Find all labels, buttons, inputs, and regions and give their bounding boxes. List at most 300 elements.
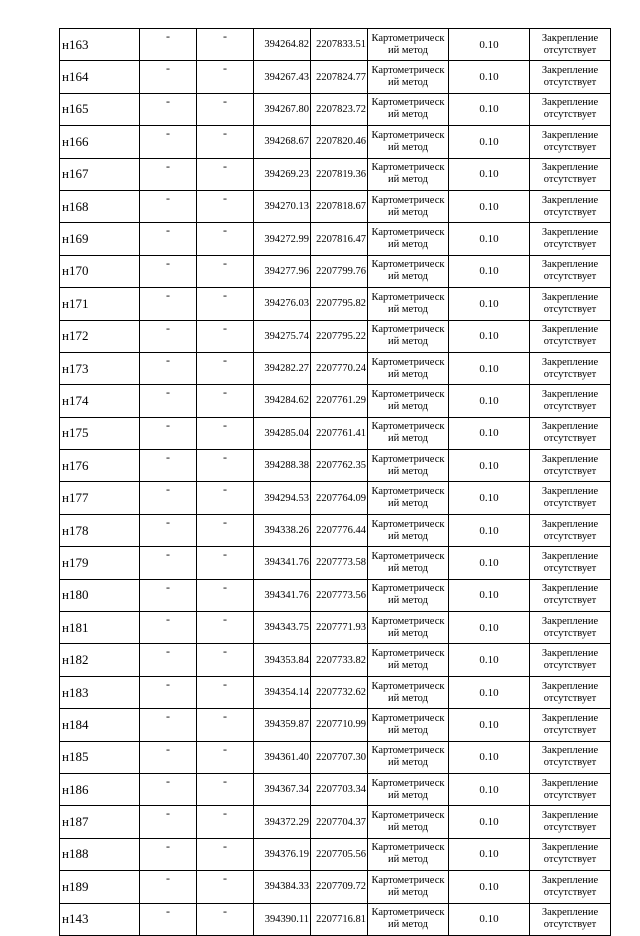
- dash-cell: -: [197, 417, 254, 449]
- y-coordinate-cell: 2207704.37: [311, 806, 368, 838]
- dash-cell: -: [197, 288, 254, 320]
- table-row: [60, 61, 611, 93]
- method-line-2: ий метод: [388, 44, 428, 56]
- table-row: [60, 385, 611, 417]
- method-line-2: ий метод: [388, 303, 428, 315]
- table-row: [60, 158, 611, 190]
- dash-cell: -: [197, 806, 254, 838]
- x-coordinate-cell: 394277.96: [254, 255, 311, 287]
- fixation-cell: [530, 190, 611, 222]
- table-row: [60, 676, 611, 708]
- fixation-line-2: отсутствует: [543, 239, 597, 251]
- table-row: [60, 320, 611, 352]
- method-cell: [368, 190, 449, 222]
- point-name-cell: н187: [60, 806, 140, 838]
- dash-cell: -: [140, 450, 197, 482]
- x-coordinate-cell: 394272.99: [254, 223, 311, 255]
- dash-cell: -: [197, 126, 254, 158]
- x-coordinate-cell: 394294.53: [254, 482, 311, 514]
- x-coordinate-cell: 394353.84: [254, 644, 311, 676]
- fixation-cell: [530, 806, 611, 838]
- dash-cell: -: [197, 871, 254, 903]
- table-row: [60, 806, 611, 838]
- dash-cell: -: [140, 320, 197, 352]
- dash-cell: -: [197, 320, 254, 352]
- fixation-line-1: Закрепление: [541, 388, 599, 400]
- method-cell: [368, 385, 449, 417]
- method-line-2: ий метод: [388, 433, 428, 445]
- fixation-line-1: Закрепление: [541, 194, 599, 206]
- dash-cell: -: [197, 903, 254, 935]
- dash-cell: -: [140, 482, 197, 514]
- method-line-1: Картометрическ: [371, 32, 445, 44]
- point-name-cell: н166: [60, 126, 140, 158]
- accuracy-cell: 0.10: [449, 741, 530, 773]
- method-line-2: ий метод: [388, 789, 428, 801]
- method-cell: [368, 29, 449, 61]
- accuracy-cell: 0.10: [449, 93, 530, 125]
- point-name-cell: н172: [60, 320, 140, 352]
- fixation-cell: [530, 709, 611, 741]
- accuracy-cell: 0.10: [449, 612, 530, 644]
- accuracy-cell: 0.10: [449, 352, 530, 384]
- point-name-cell: н185: [60, 741, 140, 773]
- method-line-1: Картометрическ: [371, 291, 445, 303]
- accuracy-cell: 0.10: [449, 547, 530, 579]
- method-line-2: ий метод: [388, 562, 428, 574]
- dash-cell: -: [140, 612, 197, 644]
- fixation-cell: [530, 612, 611, 644]
- dash-cell: -: [140, 514, 197, 546]
- table-row: [60, 871, 611, 903]
- point-name-cell: н169: [60, 223, 140, 255]
- dash-cell: -: [140, 223, 197, 255]
- fixation-line-2: отсутствует: [543, 109, 597, 121]
- method-line-1: Картометрическ: [371, 907, 445, 919]
- dash-cell: -: [197, 709, 254, 741]
- y-coordinate-cell: 2207833.51: [311, 29, 368, 61]
- accuracy-cell: 0.10: [449, 838, 530, 870]
- dash-cell: -: [140, 255, 197, 287]
- dash-cell: -: [140, 190, 197, 222]
- fixation-line-1: Закрепление: [541, 907, 599, 919]
- dash-cell: -: [140, 93, 197, 125]
- y-coordinate-cell: 2207799.76: [311, 255, 368, 287]
- method-cell: [368, 320, 449, 352]
- x-coordinate-cell: 394361.40: [254, 741, 311, 773]
- method-cell: [368, 547, 449, 579]
- point-name-cell: н183: [60, 676, 140, 708]
- fixation-line-1: Закрепление: [541, 32, 599, 44]
- dash-cell: -: [140, 709, 197, 741]
- fixation-line-2: отсутствует: [543, 724, 597, 736]
- accuracy-cell: 0.10: [449, 871, 530, 903]
- table-row: [60, 417, 611, 449]
- method-line-1: Картометрическ: [371, 777, 445, 789]
- x-coordinate-cell: 394354.14: [254, 676, 311, 708]
- fixation-line-2: отсутствует: [543, 206, 597, 218]
- fixation-cell: [530, 126, 611, 158]
- method-line-1: Картометрическ: [371, 615, 445, 627]
- table-row: [60, 612, 611, 644]
- method-line-2: ий метод: [388, 206, 428, 218]
- method-line-1: Картометрическ: [371, 324, 445, 336]
- table-row: [60, 255, 611, 287]
- method-cell: [368, 61, 449, 93]
- method-line-1: Картометрическ: [371, 583, 445, 595]
- point-name-cell: н184: [60, 709, 140, 741]
- x-coordinate-cell: 394275.74: [254, 320, 311, 352]
- point-name-cell: н179: [60, 547, 140, 579]
- point-name-cell: н163: [60, 29, 140, 61]
- accuracy-cell: 0.10: [449, 450, 530, 482]
- fixation-cell: [530, 903, 611, 935]
- accuracy-cell: 0.10: [449, 644, 530, 676]
- x-coordinate-cell: 394284.62: [254, 385, 311, 417]
- method-line-2: ий метод: [388, 77, 428, 89]
- dash-cell: -: [140, 158, 197, 190]
- method-line-1: Картометрическ: [371, 486, 445, 498]
- y-coordinate-cell: 2207819.36: [311, 158, 368, 190]
- fixation-line-1: Закрепление: [541, 129, 599, 141]
- fixation-cell: [530, 223, 611, 255]
- y-coordinate-cell: 2207764.09: [311, 482, 368, 514]
- fixation-line-2: отсутствует: [543, 77, 597, 89]
- dash-cell: -: [197, 385, 254, 417]
- method-line-2: ий метод: [388, 627, 428, 639]
- method-line-2: ий метод: [388, 692, 428, 704]
- point-name-cell: н180: [60, 579, 140, 611]
- point-name-cell: н165: [60, 93, 140, 125]
- dash-cell: -: [197, 741, 254, 773]
- point-name-cell: н189: [60, 871, 140, 903]
- method-line-2: ий метод: [388, 595, 428, 607]
- table-row: [60, 709, 611, 741]
- dash-cell: -: [197, 482, 254, 514]
- method-line-2: ий метод: [388, 724, 428, 736]
- method-cell: [368, 773, 449, 805]
- fixation-line-2: отсутствует: [543, 498, 597, 510]
- dash-cell: -: [140, 676, 197, 708]
- dash-cell: -: [140, 417, 197, 449]
- table-body: [60, 29, 611, 936]
- point-name-cell: н170: [60, 255, 140, 287]
- fixation-line-2: отсутствует: [543, 400, 597, 412]
- method-line-1: Картометрическ: [371, 356, 445, 368]
- table-row: [60, 547, 611, 579]
- method-cell: [368, 709, 449, 741]
- point-name-cell: н186: [60, 773, 140, 805]
- point-name-cell: н167: [60, 158, 140, 190]
- y-coordinate-cell: 2207703.34: [311, 773, 368, 805]
- fixation-line-1: Закрепление: [541, 421, 599, 433]
- method-cell: [368, 579, 449, 611]
- fixation-cell: [530, 871, 611, 903]
- table-row: [60, 741, 611, 773]
- fixation-line-1: Закрепление: [541, 777, 599, 789]
- method-line-2: ий метод: [388, 886, 428, 898]
- table-row: [60, 644, 611, 676]
- point-name-cell: н164: [60, 61, 140, 93]
- y-coordinate-cell: 2207707.30: [311, 741, 368, 773]
- y-coordinate-cell: 2207709.72: [311, 871, 368, 903]
- method-line-1: Картометрическ: [371, 518, 445, 530]
- table-row: [60, 579, 611, 611]
- dash-cell: -: [197, 61, 254, 93]
- method-line-2: ий метод: [388, 757, 428, 769]
- method-line-1: Картометрическ: [371, 648, 445, 660]
- fixation-line-2: отсутствует: [543, 854, 597, 866]
- fixation-line-2: отсутствует: [543, 530, 597, 542]
- table-row: [60, 514, 611, 546]
- accuracy-cell: 0.10: [449, 773, 530, 805]
- dash-cell: -: [197, 352, 254, 384]
- dash-cell: -: [197, 838, 254, 870]
- coordinates-table: [59, 28, 611, 936]
- fixation-line-2: отсутствует: [543, 595, 597, 607]
- fixation-line-1: Закрепление: [541, 97, 599, 109]
- table-row: [60, 450, 611, 482]
- method-line-2: ий метод: [388, 336, 428, 348]
- x-coordinate-cell: 394282.27: [254, 352, 311, 384]
- fixation-line-1: Закрепление: [541, 810, 599, 822]
- method-cell: [368, 676, 449, 708]
- fixation-line-1: Закрепление: [541, 583, 599, 595]
- point-name-cell: н178: [60, 514, 140, 546]
- fixation-cell: [530, 417, 611, 449]
- method-line-2: ий метод: [388, 141, 428, 153]
- point-name-cell: н143: [60, 903, 140, 935]
- method-line-1: Картометрическ: [371, 421, 445, 433]
- fixation-line-1: Закрепление: [541, 65, 599, 77]
- method-cell: [368, 158, 449, 190]
- method-line-1: Картометрическ: [371, 65, 445, 77]
- x-coordinate-cell: 394269.23: [254, 158, 311, 190]
- fixation-cell: [530, 450, 611, 482]
- fixation-line-1: Закрепление: [541, 680, 599, 692]
- dash-cell: -: [197, 579, 254, 611]
- dash-cell: -: [197, 190, 254, 222]
- fixation-cell: [530, 514, 611, 546]
- fixation-line-2: отсутствует: [543, 692, 597, 704]
- method-line-1: Картометрическ: [371, 550, 445, 562]
- table-row: [60, 838, 611, 870]
- fixation-line-1: Закрепление: [541, 324, 599, 336]
- y-coordinate-cell: 2207762.35: [311, 450, 368, 482]
- fixation-line-2: отсутствует: [543, 433, 597, 445]
- fixation-line-1: Закрепление: [541, 486, 599, 498]
- dash-cell: -: [197, 644, 254, 676]
- method-line-2: ий метод: [388, 822, 428, 834]
- table-row: [60, 126, 611, 158]
- fixation-cell: [530, 838, 611, 870]
- accuracy-cell: 0.10: [449, 126, 530, 158]
- dash-cell: -: [140, 385, 197, 417]
- table-row: [60, 29, 611, 61]
- table-row: [60, 482, 611, 514]
- fixation-cell: [530, 352, 611, 384]
- fixation-line-2: отсутствует: [543, 141, 597, 153]
- fixation-line-2: отсутствует: [543, 562, 597, 574]
- method-line-1: Картометрическ: [371, 227, 445, 239]
- fixation-cell: [530, 547, 611, 579]
- method-cell: [368, 417, 449, 449]
- x-coordinate-cell: 394270.13: [254, 190, 311, 222]
- method-line-1: Картометрическ: [371, 388, 445, 400]
- fixation-line-1: Закрепление: [541, 453, 599, 465]
- method-line-2: ий метод: [388, 109, 428, 121]
- method-line-1: Картометрическ: [371, 259, 445, 271]
- y-coordinate-cell: 2207771.93: [311, 612, 368, 644]
- dash-cell: -: [197, 676, 254, 708]
- x-coordinate-cell: 394285.04: [254, 417, 311, 449]
- method-line-2: ий метод: [388, 368, 428, 380]
- method-line-2: ий метод: [388, 400, 428, 412]
- method-cell: [368, 514, 449, 546]
- dash-cell: -: [197, 773, 254, 805]
- x-coordinate-cell: 394268.67: [254, 126, 311, 158]
- method-cell: [368, 288, 449, 320]
- y-coordinate-cell: 2207733.82: [311, 644, 368, 676]
- point-name-cell: н176: [60, 450, 140, 482]
- x-coordinate-cell: 394276.03: [254, 288, 311, 320]
- fixation-cell: [530, 29, 611, 61]
- method-cell: [368, 450, 449, 482]
- dash-cell: -: [197, 29, 254, 61]
- accuracy-cell: 0.10: [449, 806, 530, 838]
- accuracy-cell: 0.10: [449, 190, 530, 222]
- point-name-cell: н168: [60, 190, 140, 222]
- fixation-cell: [530, 482, 611, 514]
- x-coordinate-cell: 394384.33: [254, 871, 311, 903]
- y-coordinate-cell: 2207816.47: [311, 223, 368, 255]
- x-coordinate-cell: 394359.87: [254, 709, 311, 741]
- fixation-cell: [530, 93, 611, 125]
- fixation-line-2: отсутствует: [543, 368, 597, 380]
- accuracy-cell: 0.10: [449, 158, 530, 190]
- point-name-cell: н175: [60, 417, 140, 449]
- method-line-1: Картометрическ: [371, 453, 445, 465]
- x-coordinate-cell: 394376.19: [254, 838, 311, 870]
- method-line-1: Картометрическ: [371, 680, 445, 692]
- method-cell: [368, 903, 449, 935]
- fixation-line-2: отсутствует: [543, 303, 597, 315]
- method-line-1: Картометрическ: [371, 810, 445, 822]
- method-line-1: Картометрическ: [371, 194, 445, 206]
- fixation-line-2: отсутствует: [543, 627, 597, 639]
- accuracy-cell: 0.10: [449, 320, 530, 352]
- fixation-cell: [530, 676, 611, 708]
- dash-cell: -: [197, 158, 254, 190]
- dash-cell: -: [140, 29, 197, 61]
- fixation-cell: [530, 773, 611, 805]
- y-coordinate-cell: 2207795.22: [311, 320, 368, 352]
- method-line-1: Картометрическ: [371, 129, 445, 141]
- dash-cell: -: [140, 126, 197, 158]
- y-coordinate-cell: 2207732.62: [311, 676, 368, 708]
- fixation-line-1: Закрепление: [541, 550, 599, 562]
- method-cell: [368, 223, 449, 255]
- fixation-line-2: отсутствует: [543, 336, 597, 348]
- fixation-line-2: отсутствует: [543, 919, 597, 931]
- accuracy-cell: 0.10: [449, 29, 530, 61]
- accuracy-cell: 0.10: [449, 514, 530, 546]
- dash-cell: -: [140, 903, 197, 935]
- x-coordinate-cell: 394372.29: [254, 806, 311, 838]
- dash-cell: -: [140, 644, 197, 676]
- y-coordinate-cell: 2207773.56: [311, 579, 368, 611]
- fixation-line-2: отсутствует: [543, 660, 597, 672]
- fixation-line-2: отсутствует: [543, 789, 597, 801]
- dash-cell: -: [140, 773, 197, 805]
- table-row: [60, 773, 611, 805]
- method-line-2: ий метод: [388, 660, 428, 672]
- dash-cell: -: [140, 741, 197, 773]
- y-coordinate-cell: 2207818.67: [311, 190, 368, 222]
- point-name-cell: н177: [60, 482, 140, 514]
- point-name-cell: н182: [60, 644, 140, 676]
- method-cell: [368, 612, 449, 644]
- fixation-line-1: Закрепление: [541, 162, 599, 174]
- method-line-1: Картометрическ: [371, 712, 445, 724]
- point-name-cell: н171: [60, 288, 140, 320]
- accuracy-cell: 0.10: [449, 61, 530, 93]
- y-coordinate-cell: 2207716.81: [311, 903, 368, 935]
- accuracy-cell: 0.10: [449, 255, 530, 287]
- table-row: [60, 903, 611, 935]
- coordinates-table-page: [59, 28, 611, 936]
- accuracy-cell: 0.10: [449, 676, 530, 708]
- method-line-2: ий метод: [388, 530, 428, 542]
- method-line-1: Картометрическ: [371, 97, 445, 109]
- table-row: [60, 352, 611, 384]
- fixation-cell: [530, 385, 611, 417]
- y-coordinate-cell: 2207824.77: [311, 61, 368, 93]
- fixation-line-2: отсутствует: [543, 886, 597, 898]
- dash-cell: -: [197, 612, 254, 644]
- method-line-2: ий метод: [388, 239, 428, 251]
- fixation-line-2: отсутствует: [543, 822, 597, 834]
- method-cell: [368, 741, 449, 773]
- fixation-line-1: Закрепление: [541, 648, 599, 660]
- method-line-2: ий метод: [388, 919, 428, 931]
- method-cell: [368, 871, 449, 903]
- dash-cell: -: [197, 223, 254, 255]
- method-line-2: ий метод: [388, 854, 428, 866]
- method-line-1: Картометрическ: [371, 874, 445, 886]
- fixation-line-1: Закрепление: [541, 874, 599, 886]
- x-coordinate-cell: 394341.76: [254, 579, 311, 611]
- x-coordinate-cell: 394267.80: [254, 93, 311, 125]
- dash-cell: -: [140, 352, 197, 384]
- dash-cell: -: [140, 838, 197, 870]
- x-coordinate-cell: 394264.82: [254, 29, 311, 61]
- fixation-line-2: отсутствует: [543, 271, 597, 283]
- fixation-cell: [530, 158, 611, 190]
- y-coordinate-cell: 2207820.46: [311, 126, 368, 158]
- method-cell: [368, 126, 449, 158]
- fixation-line-1: Закрепление: [541, 291, 599, 303]
- x-coordinate-cell: 394288.38: [254, 450, 311, 482]
- fixation-line-1: Закрепление: [541, 227, 599, 239]
- dash-cell: -: [140, 871, 197, 903]
- y-coordinate-cell: 2207770.24: [311, 352, 368, 384]
- dash-cell: -: [140, 61, 197, 93]
- accuracy-cell: 0.10: [449, 482, 530, 514]
- accuracy-cell: 0.10: [449, 288, 530, 320]
- fixation-line-1: Закрепление: [541, 259, 599, 271]
- fixation-cell: [530, 288, 611, 320]
